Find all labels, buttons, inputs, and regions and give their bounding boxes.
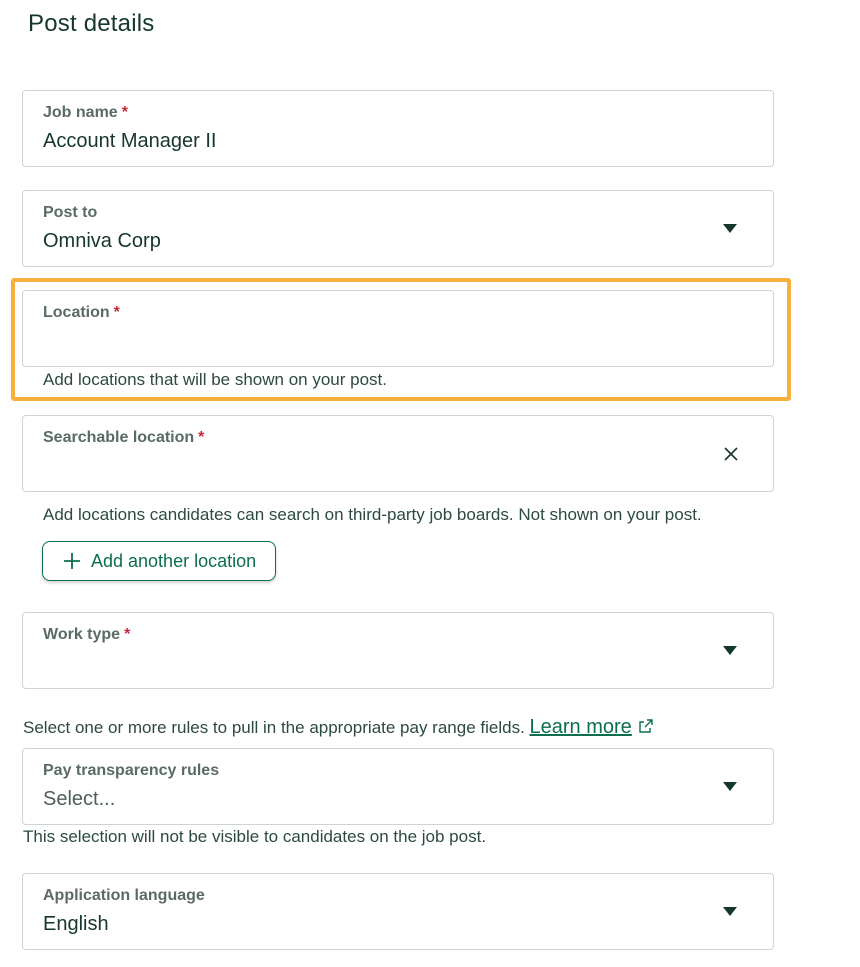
work-type-label: Work type: [43, 626, 121, 643]
learn-more-link[interactable]: Learn more: [529, 716, 632, 738]
pay-transparency-intro: [23, 716, 654, 739]
job-name-value[interactable]: Account Manager II: [43, 130, 217, 152]
work-type-label-wrap: [43, 626, 130, 644]
job-name-field[interactable]: [22, 90, 774, 167]
searchable-location-input[interactable]: [43, 456, 723, 484]
searchable-location-help-text: Add locations candidates can search on third-party job boards. Not shown on your post.: [43, 505, 702, 524]
application-language-label: Application language: [43, 887, 205, 904]
location-label-wrap: [43, 304, 120, 322]
required-marker: *: [121, 104, 128, 121]
location-label: Location: [43, 304, 110, 321]
pay-transparency-label: Pay transparency rules: [43, 762, 220, 779]
application-language-select[interactable]: [22, 873, 774, 950]
job-name-label: Job name: [43, 104, 118, 121]
external-link-icon[interactable]: [638, 718, 654, 734]
caret-down-icon[interactable]: [723, 224, 737, 233]
searchable-location-label: Searchable location: [43, 429, 195, 446]
job-name-label-wrap: [43, 104, 128, 122]
post-to-select[interactable]: [22, 190, 774, 267]
caret-down-icon[interactable]: [723, 782, 737, 791]
add-another-location-label: Add another location: [91, 550, 257, 571]
location-field[interactable]: [22, 290, 774, 367]
location-help-text: Add locations that will be shown on your post.: [43, 370, 387, 389]
searchable-location-label-wrap: [43, 429, 204, 447]
pay-transparency-help-text: This selection will not be visible to candidates on the job post.: [23, 827, 487, 846]
location-input[interactable]: [43, 331, 723, 359]
add-another-location-button[interactable]: [42, 541, 276, 581]
application-language-value[interactable]: English: [43, 913, 109, 935]
caret-down-icon[interactable]: [723, 907, 737, 916]
required-marker: *: [198, 429, 205, 446]
pay-transparency-rules-select[interactable]: [22, 748, 774, 825]
post-to-label: Post to: [43, 204, 98, 221]
page-title: Post details: [28, 10, 155, 37]
work-type-select[interactable]: [22, 612, 774, 689]
close-icon[interactable]: [721, 444, 741, 464]
post-to-value[interactable]: Omniva Corp: [43, 230, 161, 252]
searchable-location-field[interactable]: [22, 415, 774, 492]
plus-icon: [63, 552, 81, 570]
pay-transparency-intro-text: Select one or more rules to pull in the appropriate pay range fields.: [23, 718, 525, 737]
pay-transparency-placeholder[interactable]: Select...: [43, 788, 116, 810]
caret-down-icon[interactable]: [723, 646, 737, 655]
required-marker: *: [124, 626, 131, 643]
required-marker: *: [113, 304, 120, 321]
